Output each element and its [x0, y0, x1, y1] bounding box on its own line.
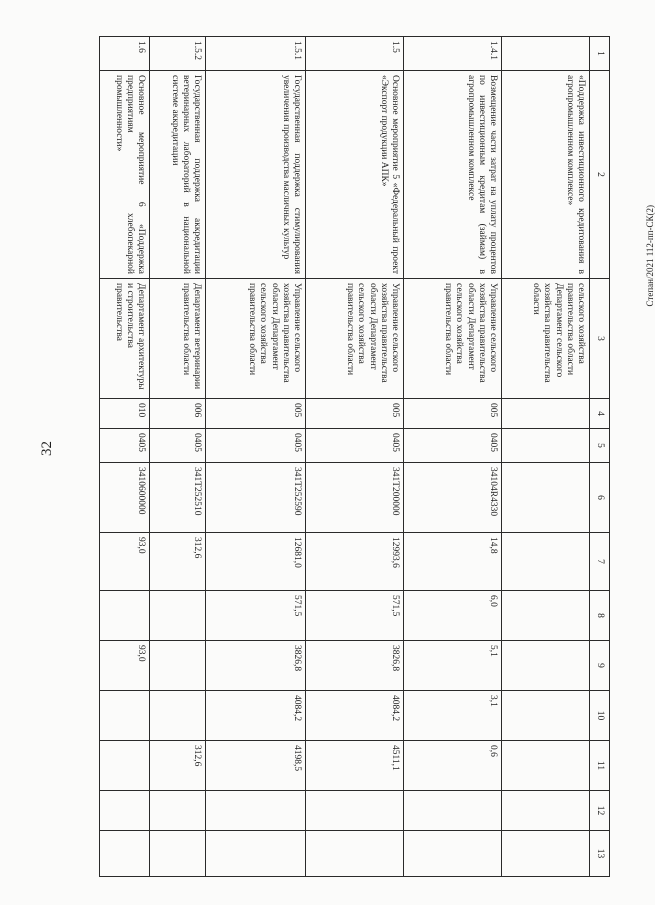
row-section [502, 429, 590, 463]
row-value [100, 591, 150, 641]
row-value [100, 791, 150, 831]
row-value [100, 691, 150, 741]
row-total [502, 533, 590, 591]
row-executor: Управление сельского хозяйства правительства области Департамент сельского хозяйства правительства области [404, 279, 502, 399]
row-value: 3826,8 [206, 641, 306, 691]
row-value: 0,6 [404, 741, 502, 791]
row-section: 0405 [150, 429, 206, 463]
row-section: 0405 [206, 429, 306, 463]
row-value [306, 791, 404, 831]
row-value [404, 791, 502, 831]
program-table-wrap [100, 36, 610, 876]
header-cell: 5 [590, 429, 610, 463]
row-total: 12681,0 [206, 533, 306, 591]
row-executor: Управление сельского хозяйства правительства области Департамент сельского хозяйства правительства области [206, 279, 306, 399]
row-value [206, 791, 306, 831]
row-total: 12993,6 [306, 533, 404, 591]
row-value: 4084,2 [206, 691, 306, 741]
table-row [306, 37, 404, 877]
row-gov: 010 [100, 399, 150, 429]
row-gov: 006 [150, 399, 206, 429]
header-cell: 11 [590, 741, 610, 791]
header-cell: 1 [590, 37, 610, 71]
row-name: Основное мероприятие 6 «Поддержка предприятиям хлебопекарной промышленности» [100, 71, 150, 279]
row-code: 3410600000 [100, 463, 150, 533]
row-value [306, 831, 404, 877]
row-value: 312,6 [150, 741, 206, 791]
row-value: 5,1 [404, 641, 502, 691]
row-total: 93,0 [100, 533, 150, 591]
row-section: 0405 [100, 429, 150, 463]
row-value [150, 691, 206, 741]
header-cell: 6 [590, 463, 610, 533]
row-gov: 005 [206, 399, 306, 429]
table-row [206, 37, 306, 877]
row-section: 0405 [306, 429, 404, 463]
footer-code: Степан/2021 112-пп-СК(2) [645, 205, 655, 307]
row-value: 4084,2 [306, 691, 404, 741]
header-cell: 8 [590, 591, 610, 641]
row-code: 34104R4330 [404, 463, 502, 533]
row-number: 1.5.1 [206, 37, 306, 71]
header-cell: 12 [590, 791, 610, 831]
row-name: Государственная поддержка стимулирования увеличения производства масличных культур [206, 71, 306, 279]
row-code: 341T252510 [150, 463, 206, 533]
header-cell: 9 [590, 641, 610, 691]
row-value [150, 641, 206, 691]
row-name: Основное мероприятие 5 «Федеральный проект «Экспорт продукции АПК» [306, 71, 404, 279]
row-value: 3,1 [404, 691, 502, 741]
row-value [150, 791, 206, 831]
row-gov [502, 399, 590, 429]
table-row [404, 37, 502, 877]
row-number: 1.6 [100, 37, 150, 71]
row-value [100, 741, 150, 791]
row-executor: Управление сельского хозяйства правительства области Департамент сельского хозяйства правительства области [306, 279, 404, 399]
row-value [502, 791, 590, 831]
row-name: Государственная поддержка аккредитации ветеринарных лабораторий в национальной системе аккредитации [150, 71, 206, 279]
row-value [502, 691, 590, 741]
row-total: 312,6 [150, 533, 206, 591]
program-table [99, 36, 610, 877]
row-value: 571,5 [306, 591, 404, 641]
row-value [100, 831, 150, 877]
row-value: 3826,8 [306, 641, 404, 691]
header-cell: 2 [590, 71, 610, 279]
row-value: 4511,1 [306, 741, 404, 791]
row-value [206, 831, 306, 877]
row-code [502, 463, 590, 533]
row-number: 1.5 [306, 37, 404, 71]
row-executor: Департамент архитектуры и строительства правительства [100, 279, 150, 399]
header-cell: 3 [590, 279, 610, 399]
row-value [502, 591, 590, 641]
header-cell: 4 [590, 399, 610, 429]
header-cell: 13 [590, 831, 610, 877]
row-executor: сельского хозяйства правительства области Департамент сельского хозяйства правительства области [502, 279, 590, 399]
row-executor: Департамент ветеринарии правительства области [150, 279, 206, 399]
row-value [150, 591, 206, 641]
row-value [404, 831, 502, 877]
row-value: 571,5 [206, 591, 306, 641]
row-value: 6,0 [404, 591, 502, 641]
row-code: 341T252590 [206, 463, 306, 533]
table-row [100, 37, 150, 877]
row-number: 1.4.1 [404, 37, 502, 71]
row-gov: 005 [404, 399, 502, 429]
row-name: «Поддержка инвестиционного кредитования в агропромышленном комплексе» [502, 71, 590, 279]
row-value [502, 741, 590, 791]
row-value [150, 831, 206, 877]
row-value: 4198,5 [206, 741, 306, 791]
row-total: 14,8 [404, 533, 502, 591]
row-number [502, 37, 590, 71]
row-value: 93,0 [100, 641, 150, 691]
row-section: 0405 [404, 429, 502, 463]
row-number: 1.5.2 [150, 37, 206, 71]
row-value [502, 831, 590, 877]
table-row [150, 37, 206, 877]
rotated-page [100, 36, 610, 876]
header-cell: 10 [590, 691, 610, 741]
header-row [590, 37, 610, 877]
page-number: 32 [39, 441, 55, 456]
row-value [502, 641, 590, 691]
row-code: 341T200000 [306, 463, 404, 533]
row-name: Возмещение части затрат на уплату процентов по инвестиционным кредитам (займам) в агропромышленном комплексе [404, 71, 502, 279]
table-row [502, 37, 590, 877]
row-gov: 005 [306, 399, 404, 429]
header-cell: 7 [590, 533, 610, 591]
